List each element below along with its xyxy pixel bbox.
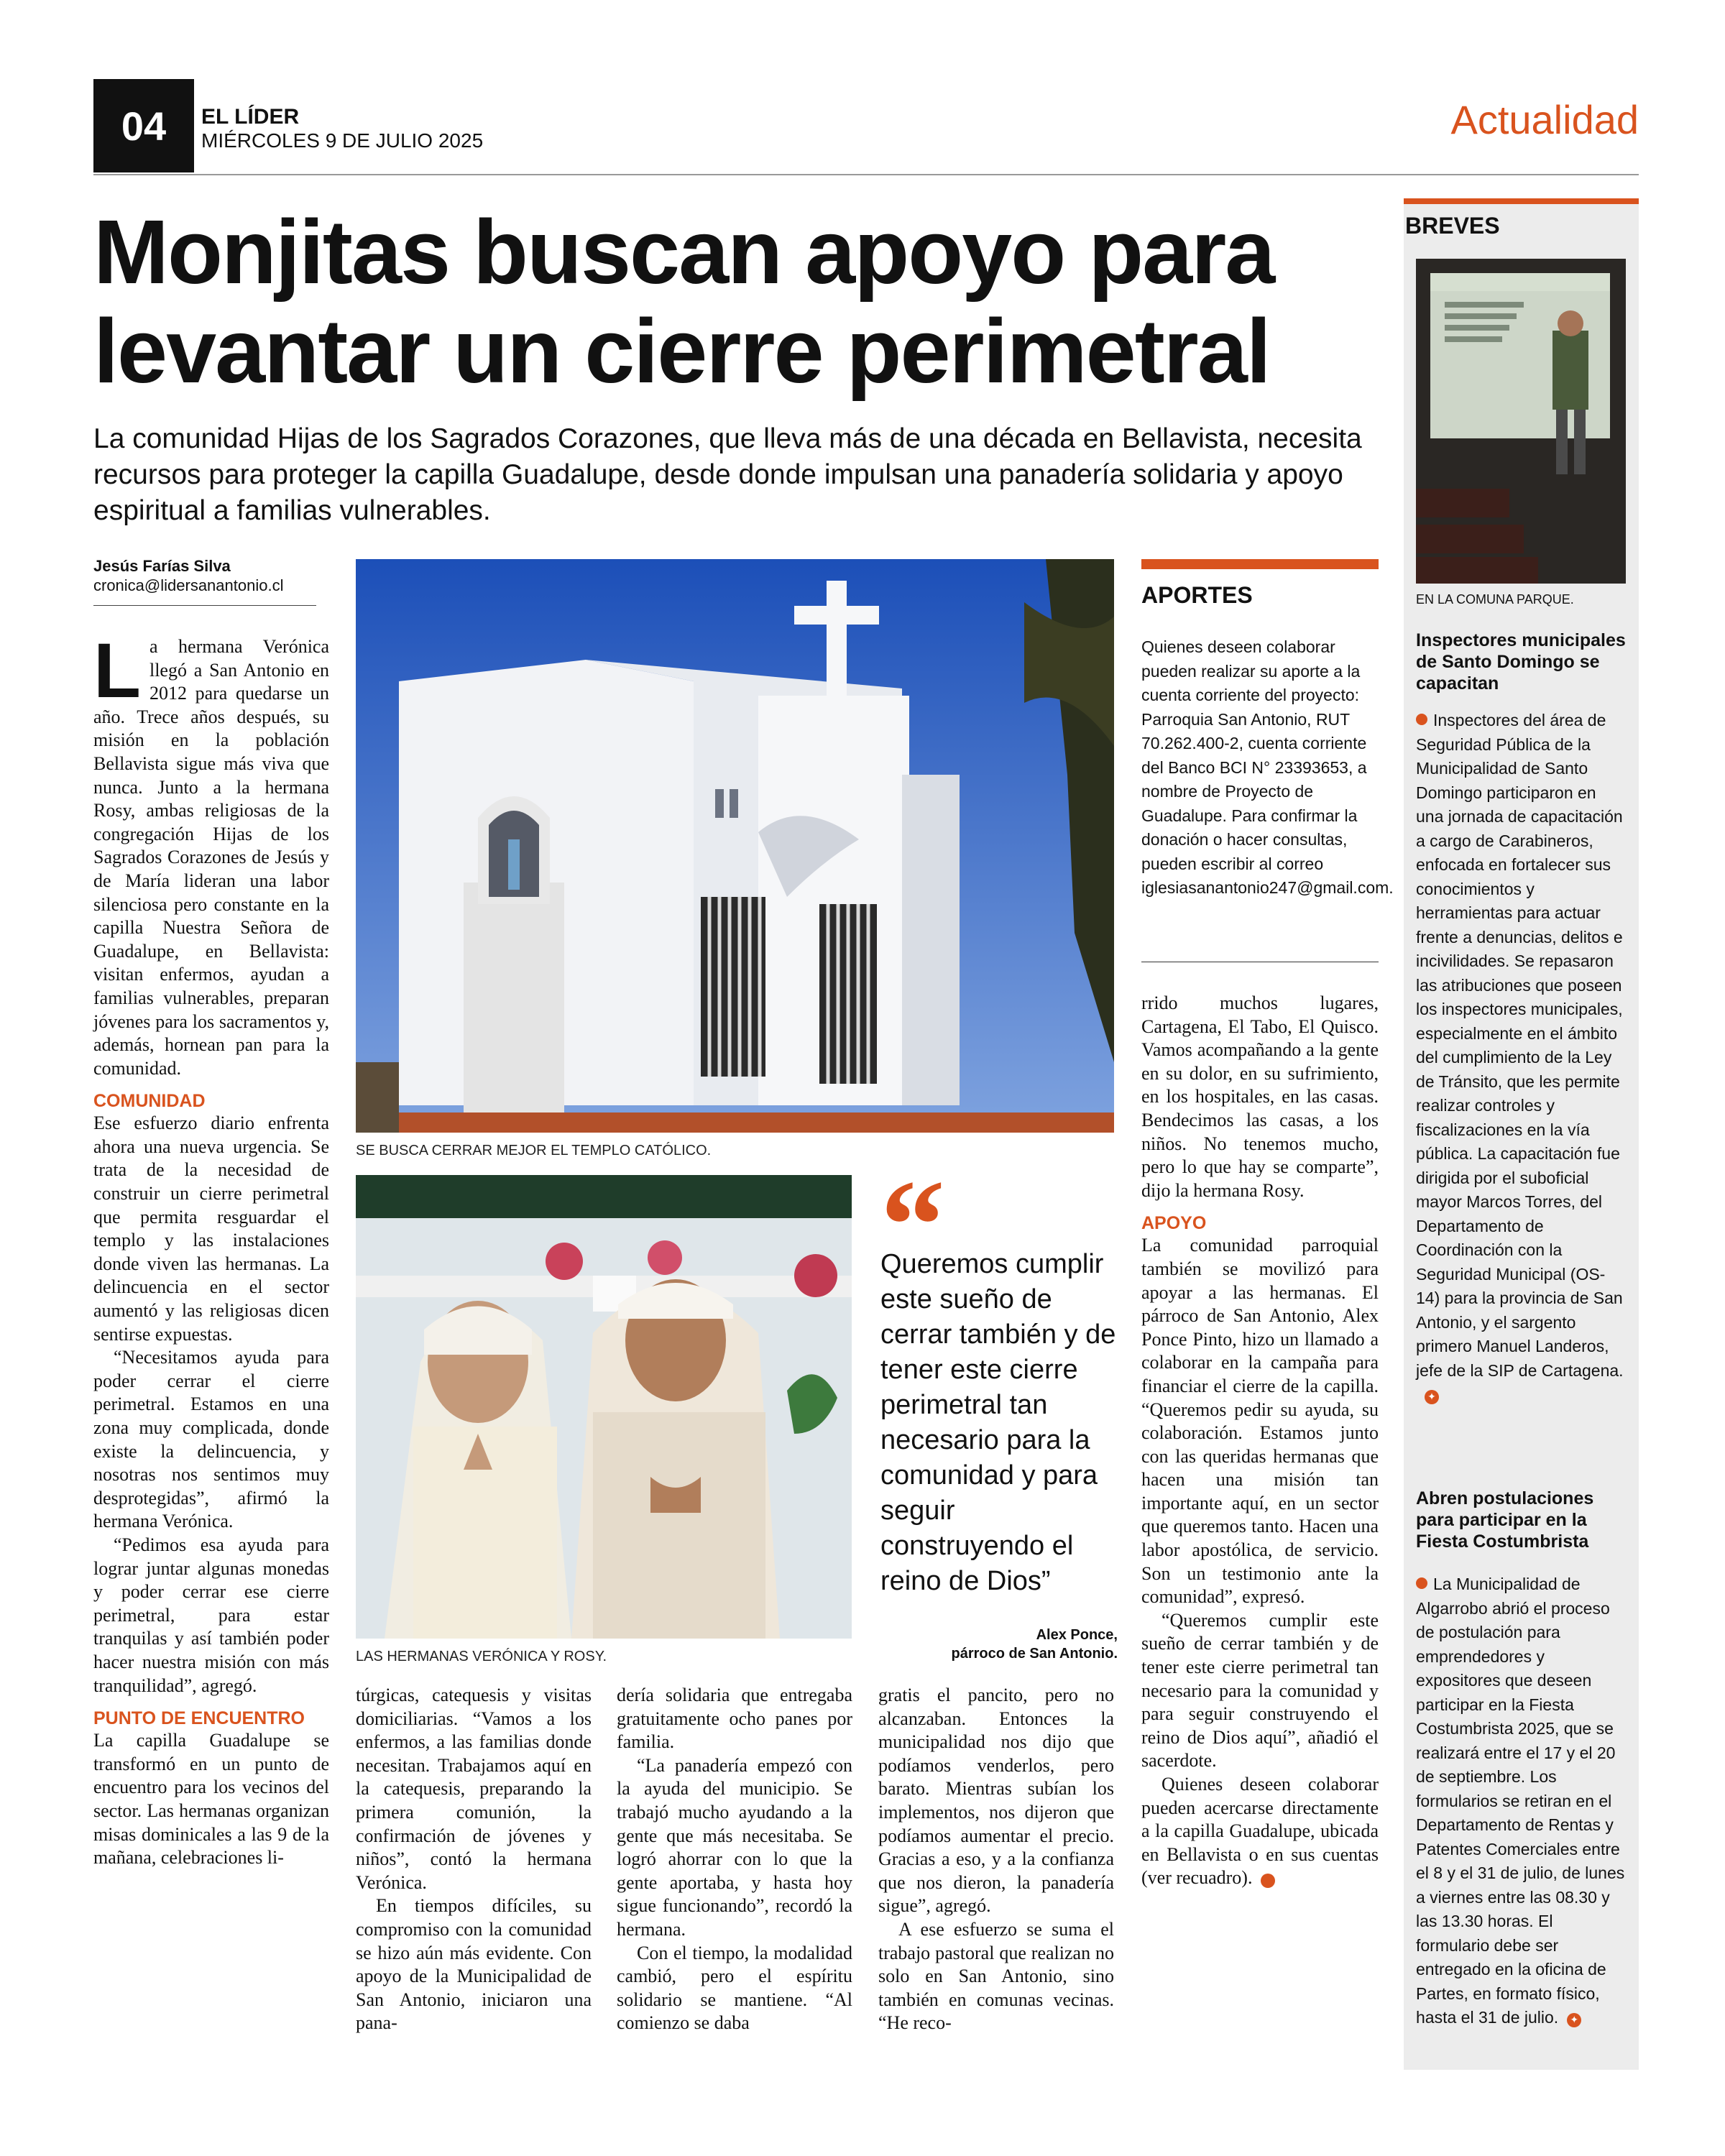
article-column-4	[878, 1684, 1114, 2035]
subtitle-comunidad: COMUNIDAD	[93, 1091, 206, 1112]
paragraph: En tiempos difíciles, su compromiso con la comunidad se hizo aún más evidente. Con apoyo de la Municipalidad de San Antonio, iniciaron una pana-	[356, 1895, 592, 2034]
paragraph: La comunidad parroquial también se movilizó para apoyar a las hermanas. El párroco de San Antonio, Alex Ponce Pinto, hizo un llamado a colaborar en la campaña para financiar el cierre de la capilla. “Queremos pedir su ayuda, su colaboración. Estamos junto con las queridas hermanas que hacen una misión tan importante aquí, en un sector que queremos tanto. Hacen una labor apostólica, de servicio. Son un testimonio ante la comunidad”, expresó.	[1141, 1235, 1379, 1608]
brief-2-body	[1416, 1572, 1626, 2030]
subtitle-apoyo: APOYO	[1141, 1213, 1207, 1234]
byline-divider	[93, 605, 316, 606]
page-number: 04	[93, 79, 194, 172]
bullet-icon	[1416, 714, 1427, 725]
paragraph: La capilla Guadalupe se transformó en un punto de encuentro para los vecinos del sector. Las hermanas organizan misas dominicales a las 9 de la mañana, celebraciones li-	[93, 1730, 329, 1869]
byline-author: Jesús Farías Silva	[93, 557, 231, 575]
paragraph: Con el tiempo, la modalidad cambió, pero el espíritu solidario se mantiene. “Al comienzo se daba	[617, 1942, 852, 2034]
aportes-title: APORTES	[1141, 582, 1253, 608]
end-mark-icon: ✦	[1425, 1390, 1439, 1404]
section-name: Actualidad	[1450, 97, 1639, 142]
article-column-2	[356, 1684, 592, 2035]
brief-1-body	[1416, 709, 1626, 1407]
quote-author-name: Alex Ponce,	[1036, 1627, 1118, 1643]
aportes-body: Quienes deseen colaborar pueden realizar su aporte a la cuenta corriente del proyecto: Parroquia San Antonio, RUT 70.262.400-2, cuenta corriente del Banco BCI N° 23393653, a nombre de Proyecto de Guadalupe. Para confirmar la donación o hacer consultas, pueden escribir al correo iglesiasanantonio247@gmail.com.	[1141, 637, 1394, 897]
dropcap: L	[93, 627, 141, 714]
subheadline: La comunidad Hijas de los Sagrados Corazones, que lleva más de una década en Bellavista, necesita recursos para proteger la capilla Guadalupe, desde donde impulsan una panadería solidaria y apoyo espiritual a familias vulnerables.	[93, 423, 1362, 526]
sidebar-accent-bar	[1404, 198, 1639, 204]
pull-quote: Queremos cumplir este sueño de cerrar también y de tener este cierre perimetral tan necesario para la comunidad y para seguir construyendo el reino de Dios”	[880, 1249, 1116, 1596]
brief-2-title: Abren postulaciones para participar en la Fiesta Costumbrista	[1416, 1488, 1594, 1552]
brief-1-title: Inspectores municipales de Santo Domingo se capacitan	[1416, 630, 1626, 694]
paragraph: túrgicas, catequesis y visitas domiciliarias. “Vamos a los enfermos, a las familias donde necesitan. Trabajamos aquí en la catequesis, preparando la primera comunión, la confirmación de jóvenes y niños”, contó la hermana Verónica.	[356, 1685, 592, 1893]
church-photo-caption: SE BUSCA CERRAR MEJOR EL TEMPLO CATÓLICO.	[356, 1143, 712, 1158]
brief-2-text: La Municipalidad de Algarrobo abrió el proceso de postulación para emprendedores y expositores que deseen participar en la Fiesta Costumbrista 2025, que se realizará entre el 17 y el 20 de septiembre. Los formularios se retiran en el Departamento de Rentas y Patentes Comerciales entre el 8 y el 31 de julio, de lunes a viernes entre las 08.30 y las 13.30 horas. El formulario debe ser entregado en la oficina de Partes, en formato físico, hasta el 31 de julio.	[1416, 1575, 1625, 2027]
sisters-photo	[356, 1175, 852, 1639]
paragraph: rrido muchos lugares, Cartagena, El Tabo, El Quisco. Vamos acompañando a la gente en su dolor, en su sufrimiento, en los hospitales, en las casas. Bendecimos las casas, a los niños. No tenemos mucho, pero lo que hay se comparte”, dijo la hermana Rosy.	[1141, 992, 1379, 1201]
issue-date: MIÉRCOLES 9 DE JULIO 2025	[201, 129, 484, 152]
sisters-illustration	[356, 1175, 852, 1639]
paragraph: “Necesitamos ayuda para poder cerrar el cierre perimetral. Estamos en una zona muy complicada, donde existe la delincuencia, y nosotras nos sentimos muy desprotegidas”, afirmó la hermana Verónica.	[93, 1347, 329, 1532]
article-column-5	[1141, 992, 1379, 1890]
sidebar-photo-caption: EN LA COMUNA PARQUE.	[1416, 592, 1574, 607]
aportes-accent-bar	[1141, 559, 1379, 569]
quote-mark-icon: “	[880, 1153, 945, 1296]
headline: Monjitas buscan apoyo para levantar un cierre perimetral	[93, 201, 1274, 402]
sidebar-photo	[1416, 259, 1626, 584]
church-illustration	[356, 559, 1114, 1133]
end-mark-icon: ✦	[1261, 1874, 1275, 1888]
paragraph: “Pedimos esa ayuda para lograr juntar algunas monedas y poder cerrar ese cierre perimetral, para estar tranquilas y así también poder hacer nuestra misión con más tranquilidad”, agregó.	[93, 1534, 329, 1696]
byline-email: cronica@lidersanantonio.cl	[93, 576, 284, 594]
article-column-1	[93, 627, 329, 1870]
paragraph: a hermana Verónica llegó a San Antonio en 2012 para quedarse un año. Trece años después, su misión en la población Bellavista sigue más viva que nunca. Junto a la hermana Rosy, ambas religiosas de la congregación Hijas de los Sagrados Corazones de Jesús y de María lideran una labor silenciosa pero constante en la capilla Nuestra Señora de Guadalupe, en Bellavista: visitan enfermos, ayudan a familias vulnerables, preparan jóvenes para los sacramentos y, además, hornean pan para la comunidad.	[93, 636, 329, 1079]
paragraph: “Queremos cumplir este sueño de cerrar también y de tener este cierre perimetral tan necesario para la comunidad y para seguir construyendo el reino de Dios aquí”, añadió el sacerdote.	[1141, 1609, 1379, 1772]
paragraph: A ese esfuerzo se suma el trabajo pastoral que realizan no solo en San Antonio, sino también en comunas vecinas. “He reco-	[878, 1918, 1114, 2034]
paper-name: EL LÍDER	[201, 105, 300, 129]
article-column-3	[617, 1684, 852, 2035]
bullet-icon	[1416, 1577, 1427, 1589]
church-photo	[356, 559, 1114, 1133]
paragraph: Quienes deseen colaborar pueden acercarse directamente a la capilla Guadalupe, ubicada en Bellavista o en sus cuentas (ver recuadro).	[1141, 1774, 1379, 1889]
subtitle-punto-encuentro: PUNTO DE ENCUENTRO	[93, 1708, 305, 1729]
sisters-photo-caption: LAS HERMANAS VERÓNICA Y ROSY.	[356, 1649, 607, 1664]
sidebar-title: BREVES	[1405, 213, 1500, 239]
quote-author-role: párroco de San Antonio.	[951, 1646, 1118, 1662]
paragraph: dería solidaria que entregaba gratuitamente ocho panes por familia.	[617, 1685, 852, 1753]
paragraph: gratis el pancito, pero no alcanzaban. Entonces la municipalidad nos dijo que podíamos venderlos, pero barato. Mientras subían los implementos, nos dijeron que podíamos aumentar el precio. Gracias a eso, y a la confianza que nos dieron, la panadería sigue”, agregó.	[878, 1685, 1114, 1917]
header-divider	[93, 174, 1639, 175]
paragraph: “La panadería empezó con la ayuda del municipio. Se trabajó mucho ayudando a la gente que más necesitaba. Se logró ahorrar con lo que la gente aportaba, y hasta hoy sigue funcionando”, recordó la hermana.	[617, 1754, 852, 1940]
brief-1-text: Inspectores del área de Seguridad Pública de la Municipalidad de Santo Domingo participaron en una jornada de capacitación a cargo de Carabineros, enfocada en fortalecer sus conocimientos y herramientas para actuar frente a denuncias, delitos e incivilidades. Se repasaron las atribuciones que poseen los inspectores municipales, especialmente en el ámbito del cumplimiento de la Ley de Tránsito, que les permite realizar controles y fiscalizaciones en la vía pública. La capacitación fue dirigida por el suboficial mayor Marcos Torres, del Departamento de Coordinación con la Seguridad Municipal (OS-14) para la provincia de San Antonio, y el sargento primero Manuel Landeros, jefe de la SIP de Cartagena.	[1416, 711, 1624, 1380]
paragraph: Ese esfuerzo diario enfrenta ahora una nueva urgencia. Se trata de la necesidad de construir un cierre perimetral que permita resguardar el templo y las instalaciones donde viven las hermanas. La delincuencia en el sector aumentó y las religiosas dicen sentirse expuestas.	[93, 1112, 329, 1345]
pull-quote-attribution	[880, 1626, 1118, 1663]
training-illustration	[1416, 259, 1626, 584]
end-mark-icon: ✦	[1567, 2013, 1581, 2027]
